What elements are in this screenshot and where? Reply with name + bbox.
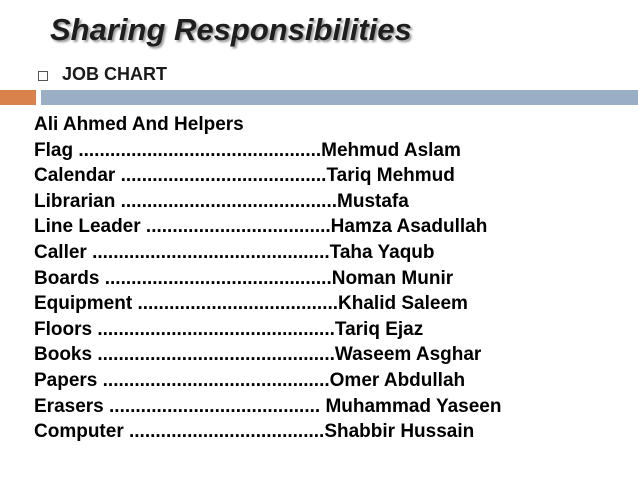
duty-row: Equipment ......................................Khalid Saleem: [34, 293, 468, 315]
chart-heading: Ali Ahmed And Helpers: [34, 114, 244, 135]
duty-row: Flag ..............................................Mehmud Aslam: [34, 139, 461, 161]
duty-row: Papers ...........................................Omer Abdullah: [34, 369, 466, 391]
duty-row: Books .............................................Waseem Asghar: [34, 344, 482, 366]
square-bullet-icon: [38, 71, 48, 81]
duty-row: Calendar .......................................Tariq Mehmud: [34, 165, 455, 187]
slide-title: Sharing Responsibilities: [50, 12, 412, 47]
duty-row: Computer .....................................Shabbir Hussain: [34, 421, 475, 443]
duty-row: Floors .............................................Tariq Ejaz: [34, 318, 424, 340]
job-chart: [34, 112, 501, 445]
duty-row: Boards ...........................................Noman Munir: [34, 267, 454, 289]
duty-row: Librarian .........................................Mustafa: [34, 190, 409, 212]
duty-list: [34, 138, 501, 445]
duty-row: Line Leader ...................................Hamza Asadullah: [34, 216, 488, 238]
bullet-label: JOB CHART: [62, 64, 168, 84]
duty-row: Caller .............................................Taha Yaqub: [34, 241, 435, 263]
bullet-item: [38, 64, 167, 85]
duty-row: Erasers ........................................ Muhammad Yaseen: [34, 395, 502, 417]
divider-bar: [41, 90, 638, 105]
accent-bar: [0, 90, 36, 105]
